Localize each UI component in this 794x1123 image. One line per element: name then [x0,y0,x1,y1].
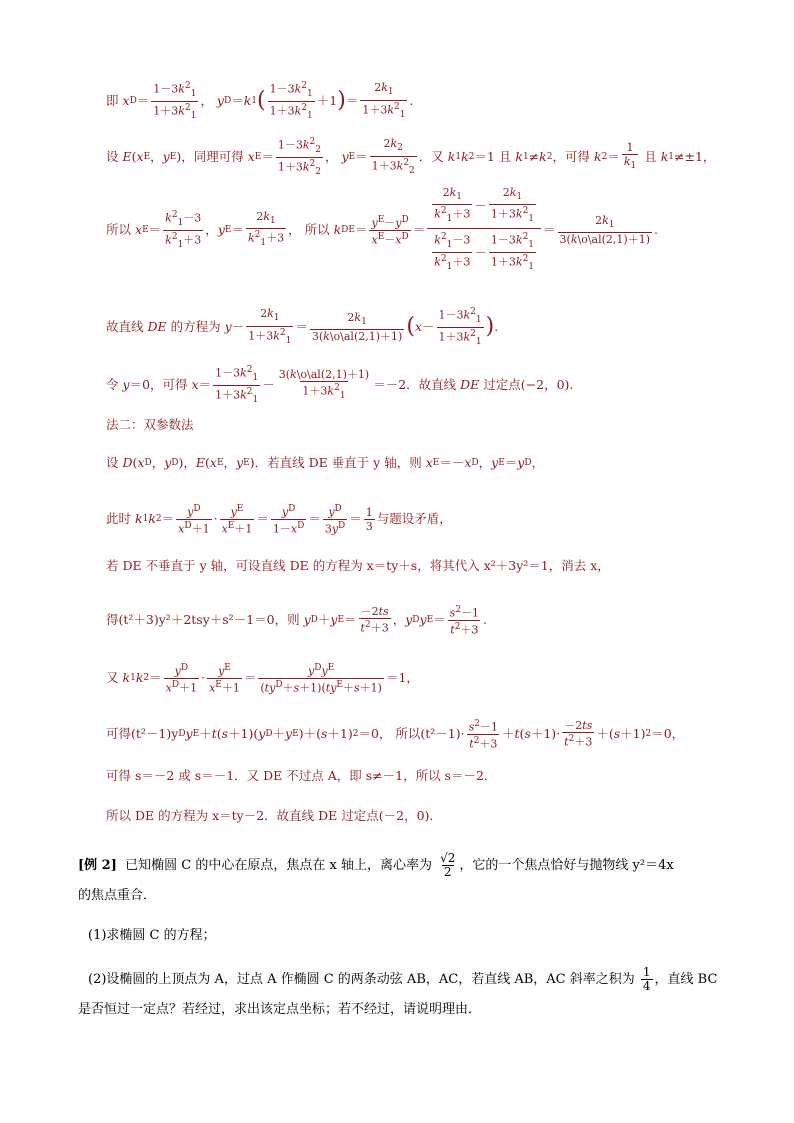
text: 所以(t²－1)· [395,726,465,742]
text: 设 [106,455,119,470]
text: (2)设椭圆的上顶点为 A，过点 A 作椭圆 C 的两条动弦 AB，AC，若直线 AB，AC 斜率之积为 [88,972,635,987]
text: 与题设矛盾， [376,511,452,527]
text: 所以 [304,222,330,237]
example-label: [例 2] [78,858,117,873]
m2-line-6: 可得(t²－1)y D y E ＋ t ( s ＋1)( y D ＋ y E )＋( s ＋1) 2 ＝0， 所以(t²－1)· $\frac{s^2-1}{t^2+3}$ ＋ t ( s ＋1)· $\frac{-2ts}{t^2+3}$ ＋( s ＋1) 2 ＝0， [106,719,685,751]
solution-line-3: 所以 x E ＝ $\frac{k^2_1-3}{k^2_1+3}$ ， y E ＝ $\frac{2k_1}{k^2_1+3}$ ， 所以 k DE ＝ $\frac{y^E-y^D}{x^E-x^D}$ ＝ $\frac{2k_1}{k^2_1+3}$ － $\frac{2k_1}{1+3k^2_1}$ $\frac{k^2_1-3}{k^2_1+3}$ － $\frac{1-3k^2_1}{1+3k^2_1}$ ＝ $\frac{2k_1}{3(k\backslash o\backslash al(2,1)+1)}$ . [106,200,754,260]
text: 的焦点重合． [78,888,157,903]
text: 若直线 DE 垂直于 y 轴，则 [267,455,422,470]
text: 是否恒过一定点？若经过，求出该定点坐标；若不经过，请说明理由． [78,1002,482,1017]
text: 可得 s＝－2 或 s＝－1．又 DE 不过点 A，即 s≠－1，所以 s＝－2． [106,768,497,783]
text: 同理可得 [193,149,244,165]
example-2-line2 [78,886,754,906]
text: ，直线 BC [654,972,718,987]
m2-line-3 [106,558,754,574]
solution-line-1: 即 x D ＝ $\frac{1-3k^2_1}{1+3k^2_1}$ ， y D ＝ k 1 ( $\frac{1-3k^2_1}{1+3k^2_1}$ ＋1 ) ＝ $\frac{2k_1}{1+3k^2_1}$ . [106,81,414,121]
compound-fraction: $\frac{2k_1}{k^2_1+3}$ － $\frac{2k_1}{1+3k^2_1}$ $\frac{k^2_1-3}{k^2_1+3}$ － $\frac{1-3k^2_1}{1+3k^2_1}$ [427,184,541,276]
text: 的方程为 [170,319,221,335]
text: 可得 [564,149,590,165]
text: 故直线 [418,377,457,393]
text: 已知椭圆 C 的中心在原点，焦点在 x 轴上，离心率为 [125,858,432,873]
question-2-line1: (2)设椭圆的上顶点为 A，过点 A 作椭圆 C 的两条动弦 AB，AC，若直线 AB，AC 斜率之积为 $\frac{1}{4}$ ，直线 BC [88,965,718,993]
text: 可得 [162,377,188,393]
m2-line-7 [106,768,754,784]
text: 故直线 [106,319,144,335]
question-2-line2 [78,1000,754,1020]
text: 法二：双参数法 [106,417,194,432]
m2-line-2: 此时 k 1 k 2 ＝ $\frac{y^D}{x^D+1}$ · $\frac{y^E}{x^E+1}$ ＝ $\frac{y^D}{1-x^D}$ ＝ $\frac{y^D}{3y^D}$ ＝ $\frac{1}{3}$ 与题设矛盾， [106,504,452,536]
text: 且 [498,149,512,165]
m2-line-8 [106,808,754,824]
text: 设 [106,149,119,165]
text: 可得(t²－1)y [106,726,179,742]
text: 过定点(−2，0). [483,377,574,393]
m2-line-4: 得(t²＋3)y²＋2tsy＋s²－1＝0，则 y D ＋ y E ＝ $\frac{-2ts}{t^2+3}$ ， y D y E ＝ $\frac{s^2-1}{t^2+3}$ . [106,605,488,637]
text: 所以 [106,222,132,237]
text: 且 [644,149,657,165]
text: (1)求椭圆 C 的方程； [88,928,216,943]
text: 令 [106,377,119,393]
solution-line-4: 故直线 DE 的方程为 y － $\frac{2k_1}{1+3k^2_1}$ ＝ $\frac{2k_1}{3(k\backslash o\backslash al(2,1)+1)}$ ( x － $\frac{1-3k^2_1}{1+3k^2_1}$ ) . [106,307,499,347]
example-2-statement: [例 2] 已知椭圆 C 的中心在原点，焦点在 x 轴上，离心率为 $\frac{√2}{2}$ ，它的一个焦点恰好与抛物线 y²＝4x [78,851,674,879]
method2-title [106,417,754,433]
solution-line-2: 设 E ( x E ， y E )， 同理可得 x E ＝ $\frac{1-3k^2_2}{1+3k^2_2}$ ， y E ＝ $\frac{2k_2}{1+3k^2_2}$ ． 又 k 1 k 2 ＝1 且 k 1 ≠ k 2 ， 可得 k 2 ＝ $\frac{1}{k_1}$ 且 k 1 ≠±1， [106,137,716,177]
text: 若 DE 不垂直于 y 轴，可设直线 DE 的方程为 x＝ty＋s，将其代入 x²＋3y²＝1，消去 x， [106,558,610,573]
m2-line-5: 又 k 1 k 2 ＝ $\frac{y^D}{x^D+1}$ · $\frac{y^E}{x^E+1}$ ＝ $\frac{y^Dy^E}{(ty^D+s+1)(ty^E+s+1)}$ ＝1， [106,663,419,695]
text: 得(t²＋3)y²＋2tsy＋s²－1＝0，则 [106,612,300,628]
text: 即 [106,93,119,109]
solution-line-5: 令 y ＝0， 可得 x ＝ $\frac{1-3k^2_1}{1+3k^2_1}$ － $\frac{3(k\backslash o\backslash al(2,1)+1)}{1+3k^2_1}$ ＝－2． 故直线 DE 过定点(−2，0). [106,365,574,405]
question-1 [88,926,754,946]
m2-line-1: 设 D ( x D ， y D )， E ( x E ， y E )． 若直线 DE 垂直于 y 轴，则 x E ＝－ x D ， y E ＝ y D ， [106,455,545,470]
fraction: $\frac{1-3k^2_1}{1+3k^2_1}$ [153,81,197,121]
text: 所以 DE 的方程为 x＝ty－2．故直线 DE 过定点(－2，0)． [106,808,442,823]
text: 又 [431,149,444,165]
text: ，它的一个焦点恰好与抛物线 y²＝4x [459,858,674,873]
text: 此时 [106,511,132,527]
text: 又 [106,670,119,686]
